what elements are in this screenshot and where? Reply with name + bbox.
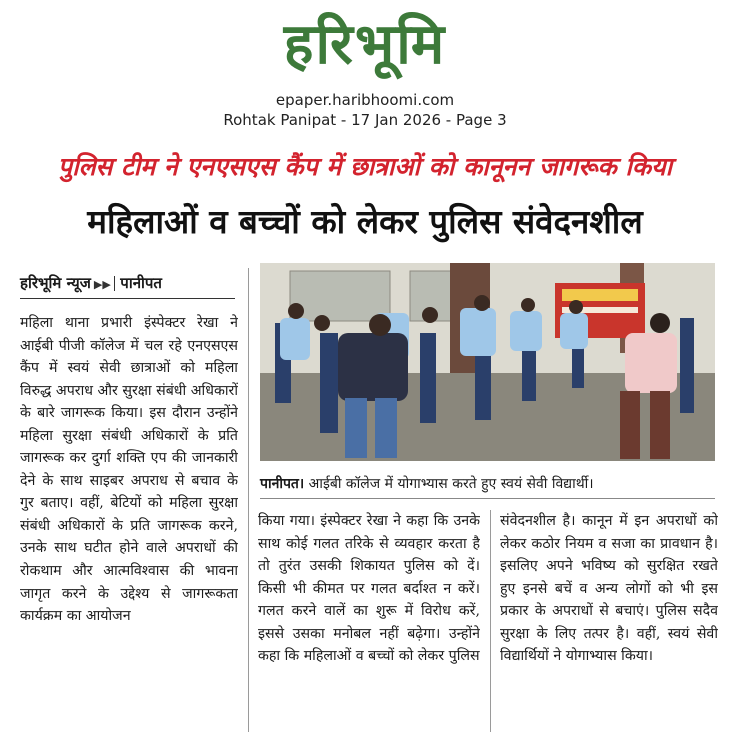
byline (20, 268, 235, 299)
photo-caption (260, 472, 715, 499)
caption-text: आईबी कॉलेज में योगाभ्यास करते हुए स्वयं सेवी विद्यार्थी। (308, 476, 594, 492)
column-rule (490, 510, 491, 732)
yoga-photo-illustration (260, 263, 715, 461)
epaper-url[interactable]: epaper.haribhoomi.com (275, 91, 455, 109)
column-rule (248, 268, 249, 732)
caption-place: पानीपत। (260, 476, 305, 492)
byline-agency: हरिभूमि न्यूज (20, 274, 91, 292)
article-body-column-2: किया गया। इंस्पेक्टर रेखा ने कहा कि उनके साथ कोई गलत तरिके से व्यवहार करता है तो तुरंत उसकी शिकायत पुलिस को दें। किसी भी कीमत पर गलत बर्दाश्त न करें। गलत करने वालें का शुरू में विरोध करें, इससे उसका मनोबल नहीं बढ़ेगा। उन्होंने कहा कि महिलाओं व बच्चों को लेकर पुलिस (258, 513, 480, 665)
masthead-logo: हरिभूमि (283, 11, 447, 77)
article-photo (260, 263, 715, 461)
article-kicker: पुलिस टीम ने एनएसएस कैंप में छात्राओं को कानूनन जागरूक किया (57, 152, 673, 181)
article-body-column-3: संवेदनशील है। कानून में इन अपराधों को लेकर कठोर नियम व सजा का प्रावधान है। इसलिए अपने भविष्य को सुरक्षित रखते हुए इनसे बचें व अन्य लोगों को भी इस प्रकार के अपराधों से बचाएं। पुलिस सदैव सुरक्षा के लिए तत्पर है। वहीं, स्वयं सेवी विद्यार्थियों ने योगाभ्यास किया। (500, 513, 718, 665)
double-arrow-icon: ▶▶ (93, 278, 111, 291)
article-headline: महिलाओं व बच्चों को लेकर पुलिस संवेदनशील (87, 202, 643, 241)
article-body-column-1: महिला थाना प्रभारी इंस्पेक्टर रेखा ने आईबी पीजी कॉलेज में चल रहे एनएसएस कैंप में स्वयं सेवी छात्राओं को महिला विरुद्ध अपराध और सुरक्षा संबंधी अधिकारों के बारे जागरूक किया। इस दौरान उन्होंने महिला सुरक्षा संबंधी अधिकारों के प्रति जागरूक कर दुर्गा शक्ति एप की जानकारी देने के साथ साइबर अपराध से बचाव के गुर बताए। वहीं, बेटियों को महिला सुरक्षा संबंधी अधिकारों के प्रति जागरूक करने, उनके साथ घटीत होने वाले अपराधों की रोकथाम और आत्मविश्वास की भावना जागृत करने के उद्देश्य से जागरूकता कार्यक्रम का आयोजन (20, 315, 238, 625)
byline-divider (114, 276, 116, 291)
edition-line: Rohtak Panipat - 17 Jan 2026 - Page 3 (223, 111, 507, 129)
byline-location: पानीपत (120, 274, 162, 292)
